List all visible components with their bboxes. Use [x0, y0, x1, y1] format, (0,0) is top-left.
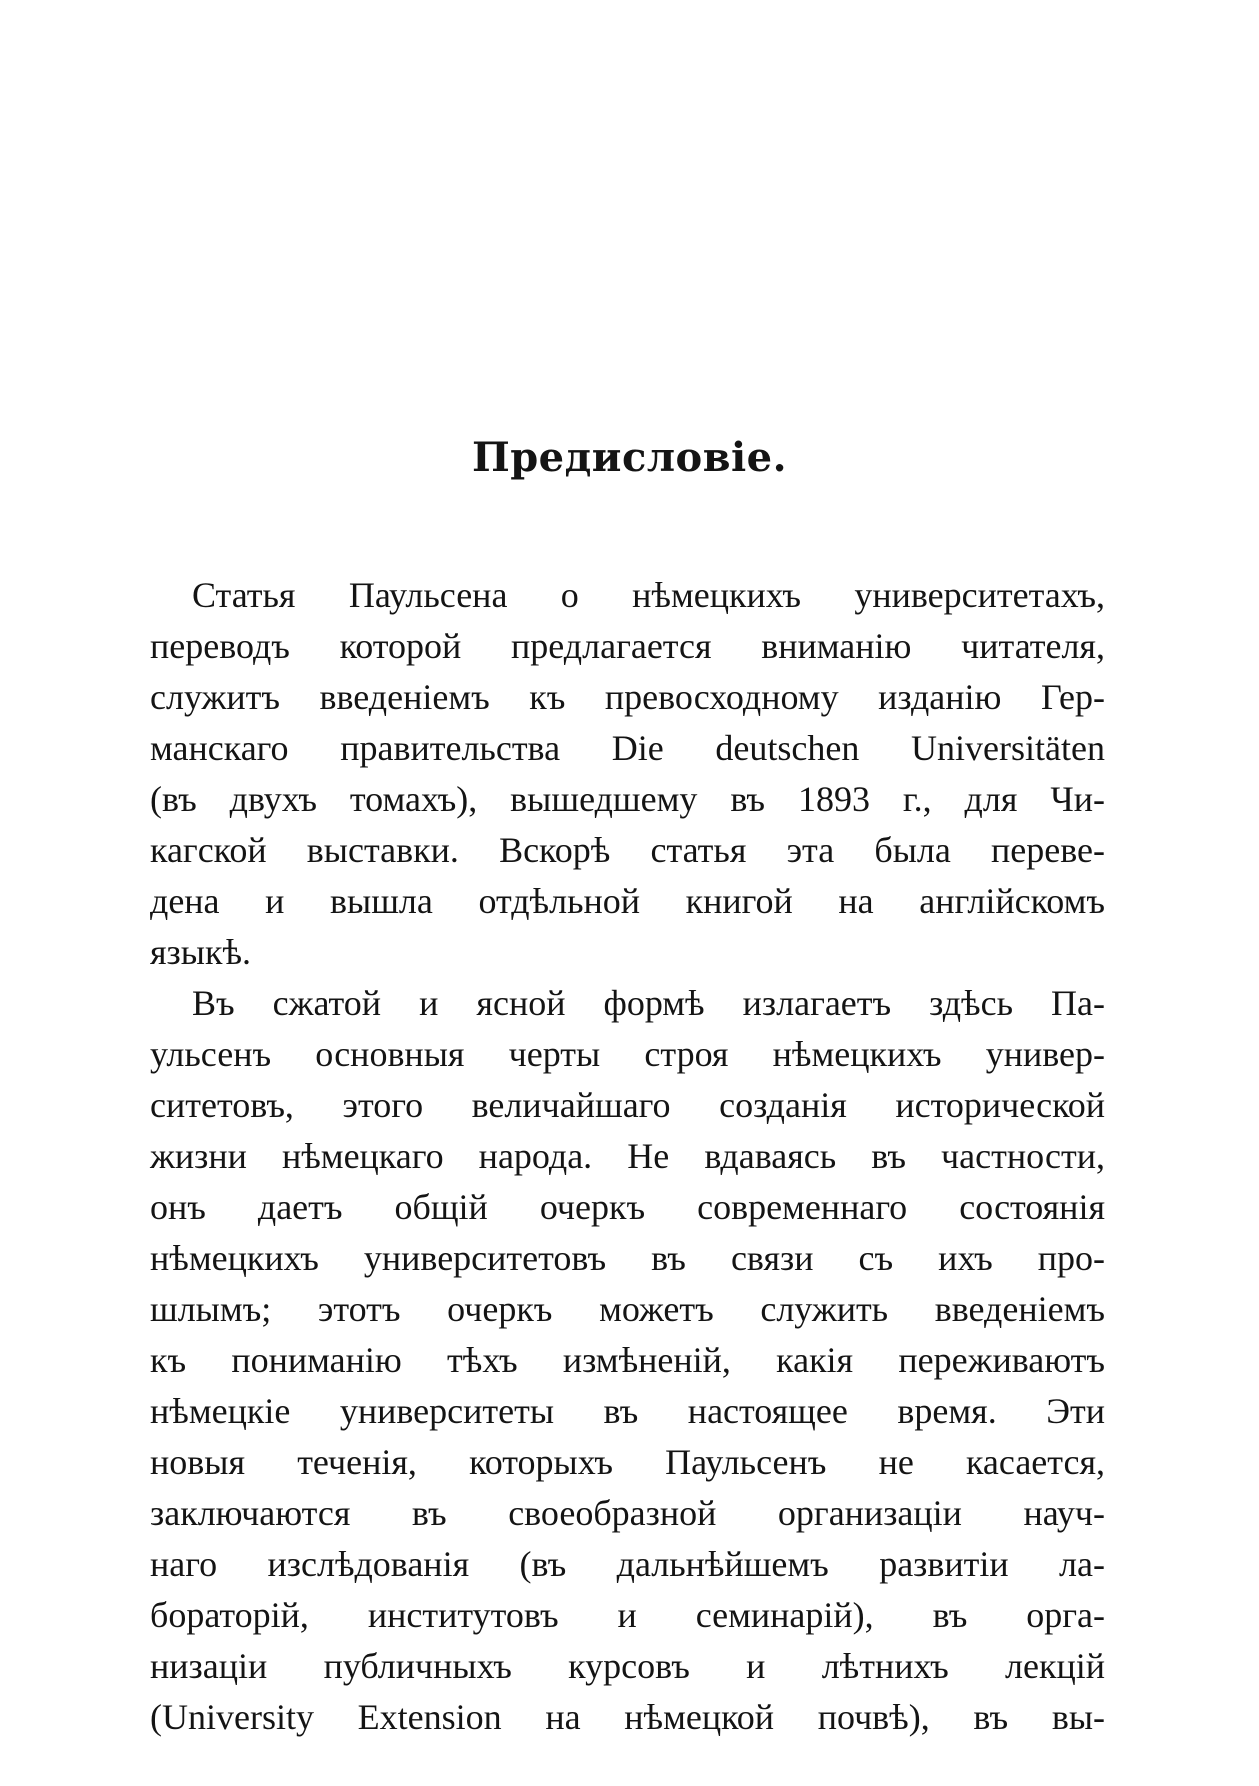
- text-line: манскаго правительства Die deutschen Universitäten: [150, 728, 1105, 768]
- text-line: (University Extension на нѣмецкой почвѣ), въ вы-: [150, 1697, 1105, 1737]
- text-line: шлымъ; этотъ очеркъ можетъ служить введеніемъ: [150, 1289, 1105, 1329]
- text-line: наго изслѣдованія (въ дальнѣйшемъ развитіи ла-: [150, 1544, 1105, 1584]
- text-line: нѣмецкіе университеты въ настоящее время. Эти: [150, 1391, 1105, 1431]
- text-line: ситетовъ, этого величайшаго созданія исторической: [150, 1085, 1105, 1125]
- text-line: кагской выставки. Вскорѣ статья эта была переве-: [150, 830, 1105, 870]
- page-title: Предисловіе.: [471, 434, 788, 481]
- text-line: бораторій, институтовъ и семинарій), въ орга-: [150, 1595, 1105, 1635]
- text-line: низаціи публичныхъ курсовъ и лѣтнихъ лекцій: [150, 1646, 1105, 1686]
- text-line: (въ двухъ томахъ), вышедшему въ 1893 г., для Чи-: [150, 779, 1105, 819]
- text-line: Статья Паульсена о нѣмецкихъ университетахъ,: [192, 575, 1105, 615]
- text-line: языкѣ.: [150, 932, 252, 972]
- text-line: Въ сжатой и ясной формѣ излагаетъ здѣсь Па-: [192, 983, 1105, 1023]
- preface-text: [150, 570, 1105, 1743]
- text-line: къ пониманію тѣхъ измѣненій, какія переживаютъ: [150, 1340, 1105, 1380]
- text-line: переводъ которой предлагается вниманію читателя,: [150, 626, 1105, 666]
- text-line: служитъ введеніемъ къ превосходному изданію Гер-: [150, 677, 1105, 717]
- text-line: новыя теченія, которыхъ Паульсенъ не касается,: [150, 1442, 1105, 1482]
- text-line: дена и вышла отдѣльной книгой на англійскомъ: [150, 881, 1105, 921]
- text-line: жизни нѣмецкаго народа. Не вдаваясь въ частности,: [150, 1136, 1105, 1176]
- text-line: заключаются въ своеобразной организаціи науч-: [150, 1493, 1105, 1533]
- text-line: нѣмецкихъ университетовъ въ связи съ ихъ про-: [150, 1238, 1105, 1278]
- text-line: онъ даетъ общій очеркъ современнаго состоянія: [150, 1187, 1105, 1227]
- text-line: ульсенъ основныя черты строя нѣмецкихъ универ-: [150, 1034, 1105, 1074]
